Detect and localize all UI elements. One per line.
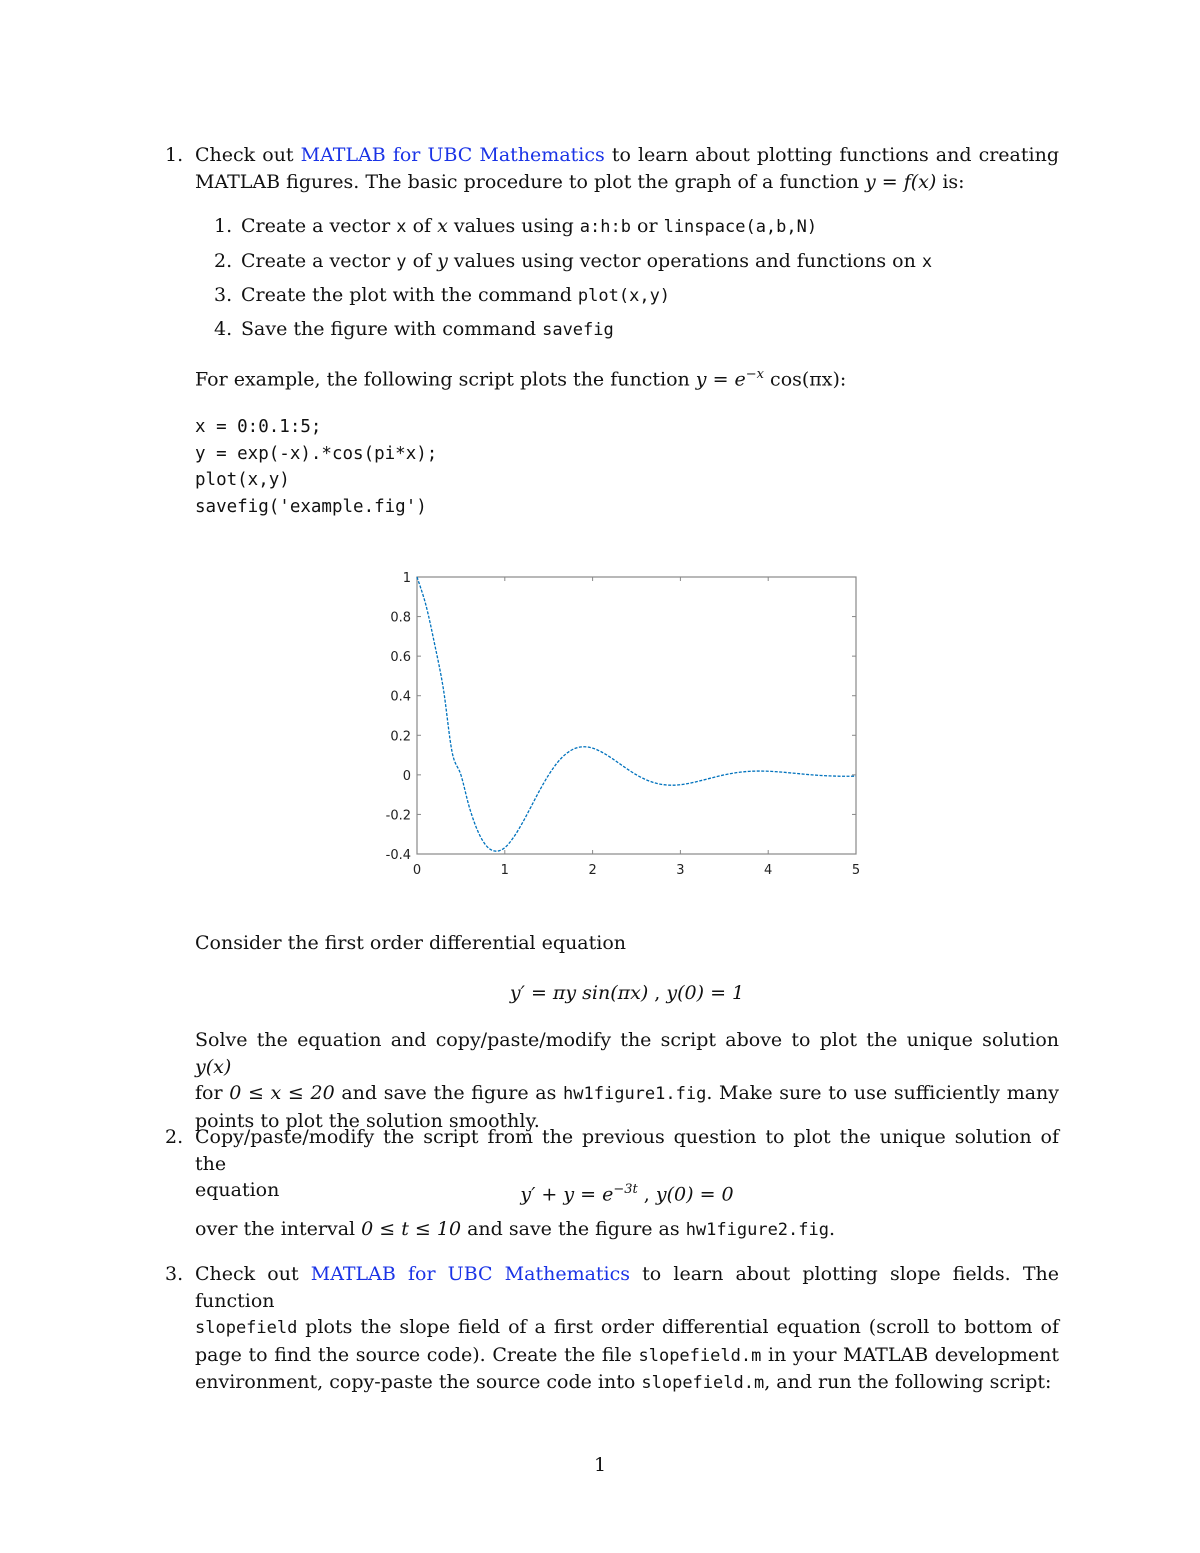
y-tick-label: -0.4 bbox=[385, 848, 411, 863]
series-line bbox=[417, 577, 856, 851]
code-line-3: plot(x,y) bbox=[195, 470, 290, 490]
y-tick-label: 0 bbox=[402, 768, 411, 784]
page-number: 1 bbox=[593, 1454, 607, 1476]
question-3-number: 3. bbox=[165, 1263, 184, 1285]
x-tick-label: 4 bbox=[764, 863, 773, 878]
question-2: 2. Copy/paste/modify the script from the previous question to plot the unique solution of the equation bbox=[165, 1126, 1059, 1201]
y-tick-label: 1 bbox=[402, 571, 411, 586]
x-tick-label: 3 bbox=[676, 863, 685, 878]
step-1: 1. Create a vector x of x values using a:h:b or linspace(a,b,N) bbox=[214, 215, 818, 237]
solve-instructions: Solve the equation and copy/paste/modify the script above to plot the unique solution y(x) for 0 ≤ x ≤ 20 and save the figure as hw1figure1.fig. Make sure to use sufficiently many points to plot the solution smoothly. bbox=[195, 1029, 1060, 1132]
consider-text: Consider the first order differential equation bbox=[195, 932, 627, 954]
code-line-1: x = 0:0.1:5; bbox=[195, 417, 322, 437]
step-3: 3. Create the plot with the command plot(x,y) bbox=[214, 284, 671, 306]
example-plot bbox=[0, 555, 1200, 895]
equation-2: $y' + y = e^{-3t}$ , y(0) = 0 bbox=[520, 1182, 734, 1206]
code-line-4: savefig('example.fig') bbox=[195, 496, 427, 517]
matlab-ubc-link-2[interactable]: MATLAB for UBC Mathematics bbox=[310, 1263, 631, 1285]
matlab-ubc-link[interactable]: MATLAB for UBC Mathematics bbox=[300, 144, 605, 166]
question-1-line-1: Check out MATLAB for UBC Mathematics to learn about plotting functions and creating bbox=[195, 144, 1059, 166]
question-1-line-2: MATLAB figures. The basic procedure to plot the graph of a function y = f(x) is: bbox=[195, 170, 965, 193]
x-tick-label: 2 bbox=[588, 863, 597, 878]
x-tick-label: 5 bbox=[851, 863, 861, 878]
plot-axes-box bbox=[417, 577, 856, 854]
y-tick-label: 0.8 bbox=[390, 610, 411, 626]
question-1-number: 1. bbox=[165, 144, 184, 166]
equation-1: y′ = πy sin(πx) , y(0) = 1 bbox=[509, 982, 745, 1004]
step-2: 2. Create a vector y of y values using vector operations and functions on x bbox=[214, 250, 933, 272]
x-tick-label: 0 bbox=[412, 863, 422, 878]
y-tick-label: 0.4 bbox=[390, 689, 411, 705]
y-tick-label: -0.2 bbox=[385, 808, 411, 824]
question-1 bbox=[165, 142, 1059, 195]
step-4: 4. Save the figure with command savefig bbox=[214, 318, 614, 340]
x-tick-label: 1 bbox=[500, 863, 509, 878]
code-line-2: y = exp(-x).*cos(pi*x); bbox=[195, 443, 438, 464]
example-intro: For example, the following script plots the function $y = e^{-x}$ cos(πx): bbox=[195, 367, 847, 391]
y-tick-label: 0.6 bbox=[390, 650, 411, 666]
question-2-interval: over the interval 0 ≤ t ≤ 10 and save the figure as hw1figure2.fig. bbox=[195, 1218, 836, 1240]
example-code-block bbox=[195, 414, 437, 520]
y-tick-label: 0.2 bbox=[390, 729, 411, 745]
question-2-number: 2. bbox=[165, 1126, 184, 1148]
question-3: 3. Check out MATLAB for UBC Mathematics to learn about plotting slope fields. The function slopefield plots the slope field of a first order differential equation (scroll to bottom of page to find the source code). Create the file slopefield.m in your MATLAB development environment, copy-paste the source code into slopefield.m, and run the following script: bbox=[165, 1263, 1060, 1393]
